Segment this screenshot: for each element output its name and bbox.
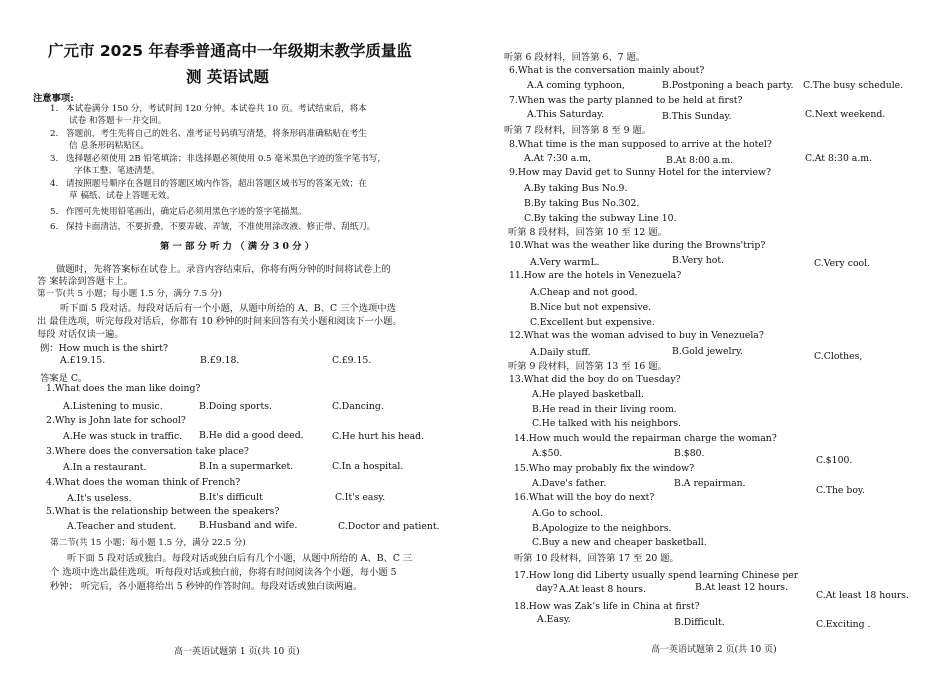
- option-text: B.By taking Bus No.302.: [524, 198, 640, 209]
- section1-line: 听下面 5 段对话。每段对话后有一个小题，从题中所给的 A、B、C 三个选项中选: [60, 303, 396, 314]
- option-text: B.At least 12 hours.: [695, 582, 789, 593]
- page-footer-right: 高一英语试题第 2 页(共 10 页): [651, 645, 777, 655]
- option-text: A.At 7:30 a.m,: [524, 153, 592, 164]
- intro-line: 做题时，先将答案标在试卷上。录音内容结束后，你将有两分钟的时间将试卷上的: [56, 264, 391, 275]
- option-text: A.In a restaurant.: [63, 462, 147, 473]
- question-text: 14.How much would the repairman charge the woman?: [514, 433, 777, 444]
- notice-line: 作图可先使用铅笔画出，确定后必须用黑色字迹的签字笔描黑。: [66, 207, 307, 217]
- option-text: B.Difficult.: [674, 617, 725, 628]
- option-text: C.$100.: [816, 455, 853, 466]
- passage-heading: 听第 6 段材料，回答第 6、7 题。: [504, 52, 646, 63]
- option-text: B.Husband and wife.: [199, 520, 298, 531]
- notice-num: 2.: [50, 129, 59, 139]
- option-text: C.The busy schedule.: [803, 80, 904, 91]
- notice-line: 请按照题号顺序在各题目的答题区域内作答，超出答题区域书写的答案无效；在: [66, 179, 367, 189]
- option-text: C.He talked with his neighbors.: [532, 418, 682, 429]
- notice-line: 本试卷满分 150 分，考试时间 120 分钟。本试卷共 10 页。考试结束后，将本: [66, 104, 367, 114]
- section2-line: 个 选项中选出最佳选项。听每段对话或独白前，你将有时间阅读各个小题，每小题 5: [50, 567, 397, 578]
- notice-line: 字体工整、笔迹清楚。: [74, 166, 160, 176]
- option-text: A.He played basketball.: [532, 389, 644, 400]
- option-text: A.Daily stuff.: [530, 347, 591, 358]
- option-text: A.He was stuck in traffic.: [63, 431, 183, 442]
- question-text: 17.How long did Liberty usually spend learning Chinese per: [514, 570, 799, 581]
- option-text: A.Go to school.: [532, 508, 604, 519]
- question-text: 13.What did the boy do on Tuesday?: [509, 374, 681, 385]
- question-text: 5.What is the relationship between the speakers?: [46, 506, 280, 517]
- notice-num: 5.: [50, 207, 59, 217]
- option-text: C.At 8:30 a.m.: [805, 153, 873, 164]
- option-text: B.Apologize to the neighbors.: [532, 523, 672, 534]
- part1-heading: 第 一 部 分 听 力 （ 满 分 3 0 分 ）: [160, 241, 315, 252]
- option-text: A.A coming typhoon,: [527, 80, 625, 91]
- option-text: B.Postponing a beach party.: [662, 80, 794, 91]
- passage-heading: 听第 9 段材料，回答第 13 至 16 题。: [508, 361, 667, 372]
- option-text: A.Listening to music.: [63, 401, 163, 412]
- option-text: B.At 8:00 a.m.: [666, 155, 734, 166]
- example-option: B.£9.18.: [200, 355, 240, 366]
- question-text: 10.What was the weather like during the Browns'trip?: [509, 240, 766, 251]
- question-text: 4.What does the woman think of French?: [46, 477, 241, 488]
- notice-line: 试卷 和答题卡一并交回。: [69, 116, 167, 126]
- option-text: A.It's useless.: [67, 493, 132, 504]
- option-text: B.In a supermarket.: [199, 461, 294, 472]
- notice-num: 6.: [50, 222, 59, 232]
- option-text: C.Dancing.: [332, 401, 384, 412]
- option-text: B.$80.: [674, 448, 705, 459]
- intro-line: 答 案转涂到答题卡上。: [37, 276, 133, 287]
- example-answer: 答案是 C。: [40, 373, 88, 384]
- option-text: A.Very warmL.: [530, 257, 600, 268]
- option-text: B.Doing sports.: [199, 401, 272, 412]
- question-text: 2.Why is John late for school?: [46, 415, 186, 426]
- option-text: C.At least 18 hours.: [816, 590, 909, 601]
- option-text: B.Nice but not expensive.: [530, 302, 652, 313]
- option-text: B.It's difficult: [199, 492, 263, 503]
- question-text: day?: [536, 583, 558, 594]
- option-text: C.Doctor and patient.: [338, 521, 440, 532]
- question-text: 11.How are the hotels in Venezuela?: [509, 270, 682, 281]
- question-text: 16.What will the boy do next?: [514, 492, 655, 503]
- option-text: A.At least 8 hours.: [559, 584, 647, 595]
- question-text: 18.How was Zak’s life in China at first?: [514, 601, 700, 612]
- option-text: A.This Saturday.: [527, 109, 605, 120]
- example-option: A.£19.15.: [60, 355, 106, 366]
- notice-line: 信 息条形码粘贴区。: [69, 141, 150, 151]
- section2-line: 秒钟； 听完后，各小题将给出 5 秒钟的作答时间。每段对话或独白读两遍。: [50, 581, 363, 592]
- passage-heading: 听第 10 段材料，回答第 17 至 20 题。: [514, 553, 679, 564]
- option-text: C.It's easy.: [335, 492, 386, 503]
- exam-title-line1: 广元市 2025 年春季普通高中一年级期末教学质量监: [48, 42, 412, 60]
- example-question: 例：How much is the shirt?: [40, 343, 168, 354]
- option-text: B.This Sunday.: [662, 111, 732, 122]
- question-text: 3.Where does the conversation take place?: [46, 446, 249, 457]
- notice-num: 4.: [50, 179, 59, 189]
- section1-line: 出 最佳选项，听完每段对话后，你都有 10 秒钟的时间来回答有关小题和阅读下一小题。: [37, 316, 402, 327]
- option-text: A.Teacher and student.: [67, 521, 177, 532]
- page-footer-left: 高一英语试题第 1 页(共 10 页): [174, 647, 300, 657]
- notice-line: 草 稿纸、试卷上答题无效。: [69, 191, 175, 201]
- option-text: C.Next weekend.: [805, 109, 886, 120]
- section1-line: 每段 对话仅读一遍。: [37, 329, 124, 340]
- notice-line: 答题前，考生先将自己的姓名、准考证号码填写清楚，将条形码准确粘贴在考生: [66, 129, 367, 139]
- question-text: 6.What is the conversation mainly about?: [509, 65, 705, 76]
- option-text: C.Clothes,: [814, 351, 863, 362]
- option-text: C.Exciting .: [816, 619, 871, 630]
- option-text: C.The boy.: [816, 485, 865, 496]
- notice-line: 选择题必须使用 2B 铅笔填涂；非选择题必须使用 0.5 毫米黑色字迹的签字笔书写，: [66, 154, 386, 164]
- section2-line: 听下面 5 段对话或独白。每段对话或独白后有几个小题，从题中所给的 A、B、C 三: [67, 553, 413, 564]
- option-text: C.Buy a new and cheaper basketball.: [532, 537, 707, 548]
- question-text: 1.What does the man like doing?: [46, 383, 201, 394]
- example-option: C.£9.15.: [332, 355, 372, 366]
- exam-title-line2: 测 英语试题: [186, 68, 269, 86]
- notice-line: 保持卡面清洁，不要折叠，不要弄破、弄皱，不准使用涂改液、修正带、刮纸刀。: [66, 222, 376, 232]
- question-text: 8.What time is the man supposed to arrive at the hotel?: [509, 139, 772, 150]
- option-text: A.$50.: [532, 448, 563, 459]
- passage-heading: 听第 7 段材料，回答第 8 至 9 题。: [504, 125, 652, 136]
- section2-heading: 第二节(共 15 小题；每小题 1.5 分，满分 22.5 分): [50, 538, 246, 548]
- notice-num: 1.: [50, 104, 59, 114]
- question-text: 7.When was the party planned to be held at first?: [509, 95, 743, 106]
- option-text: C.By taking the subway Line 10.: [524, 213, 677, 224]
- option-text: A.By taking Bus No.9.: [524, 183, 628, 194]
- option-text: B.Very hot.: [672, 255, 725, 266]
- option-text: B.A repairman.: [674, 478, 746, 489]
- option-text: C.Excellent but expensive.: [530, 317, 655, 328]
- option-text: B.He read in their living room.: [532, 404, 677, 415]
- option-text: B.Gold jewelry.: [672, 346, 743, 357]
- notice-num: 3.: [50, 154, 59, 164]
- question-text: 9.How may David get to Sunny Hotel for the interview?: [509, 167, 771, 178]
- option-text: A.Dave's father.: [532, 478, 607, 489]
- option-text: A.Cheap and not good.: [530, 287, 638, 298]
- option-text: A.Easy.: [537, 614, 571, 625]
- option-text: B.He did a good deed.: [199, 430, 304, 441]
- section1-heading: 第一节(共 5 小题；每小题 1.5 分，满分 7.5 分): [37, 289, 222, 299]
- question-text: 15.Who may probably fix the window?: [514, 463, 695, 474]
- option-text: C.He hurt his head.: [332, 431, 425, 442]
- passage-heading: 听第 8 段材料，回答第 10 至 12 题。: [508, 227, 667, 238]
- notice-title: 注意事项:: [33, 93, 74, 104]
- question-text: 12.What was the woman advised to buy in Venezuela?: [509, 330, 764, 341]
- option-text: C.Very cool.: [814, 258, 871, 269]
- option-text: C.In a hospital.: [332, 461, 404, 472]
